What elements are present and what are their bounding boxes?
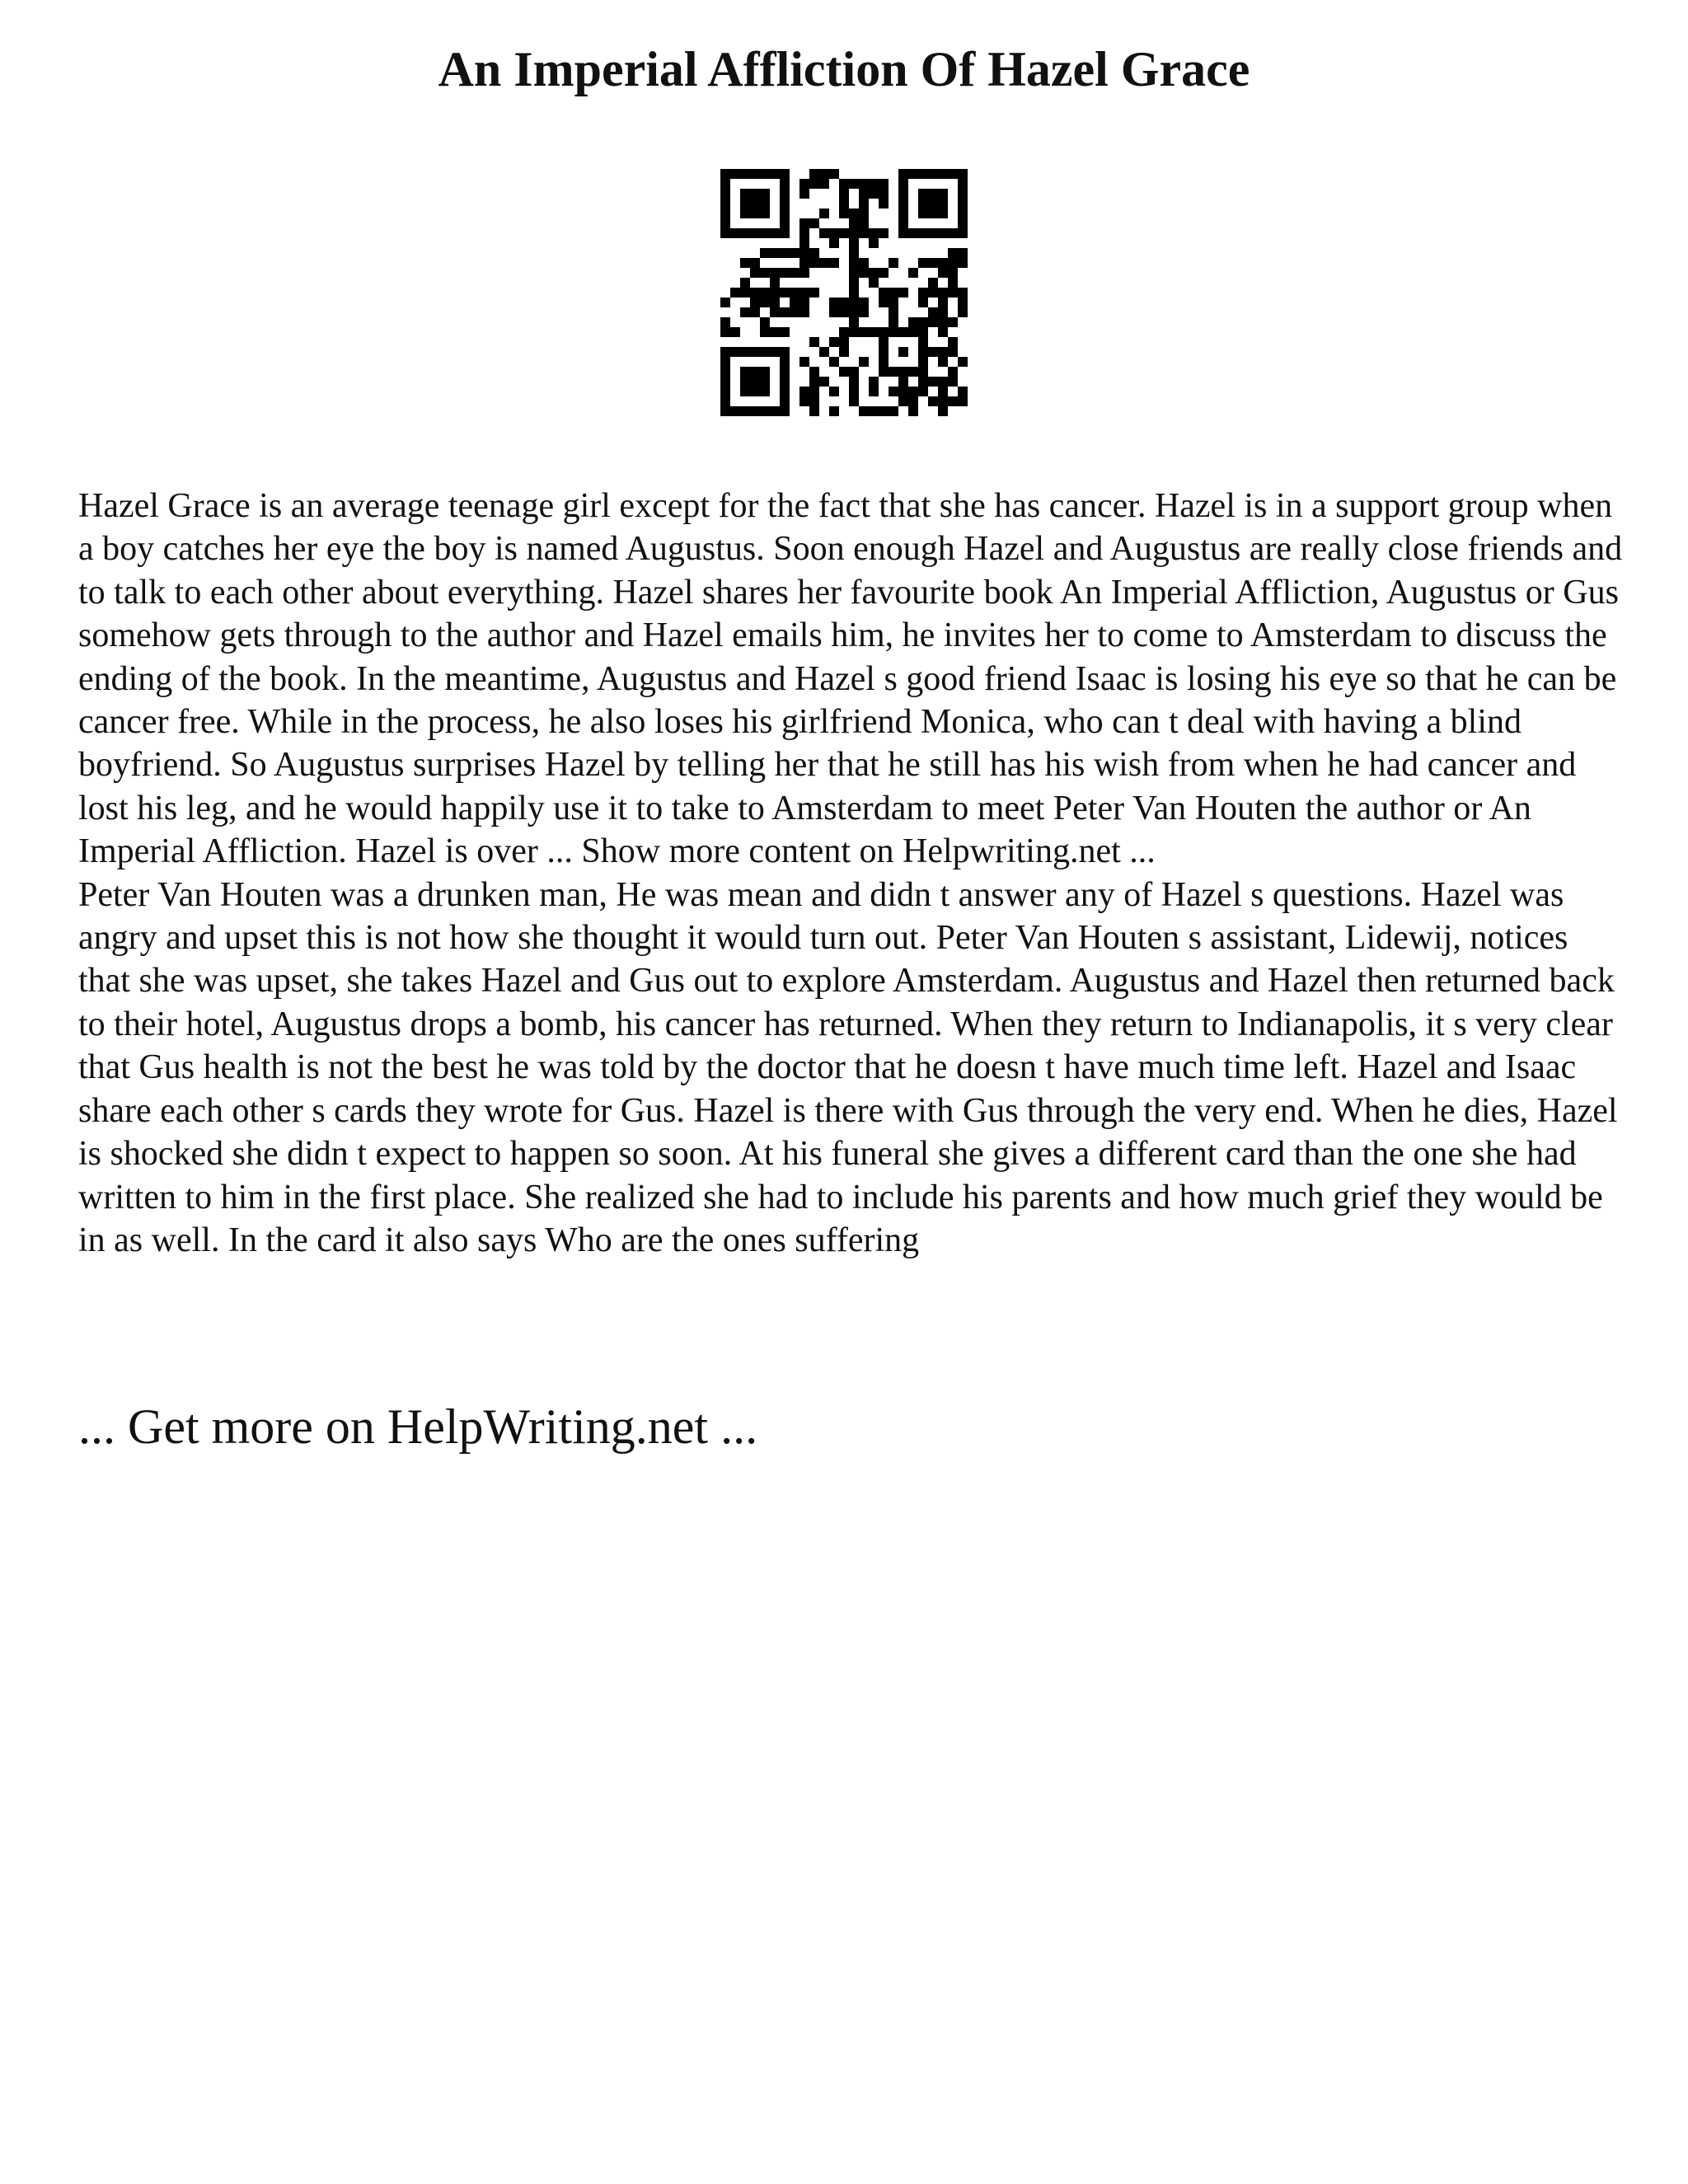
paragraph-2: Peter Van Houten was a drunken man, He was mean and didn t answer any of Hazel s questions. Hazel was angry and upset this is not how she thought it would turn out. Peter Van Houten s assistant, Lidewij, notices that she was upset, she takes Hazel and Gus out to explore Amsterdam. Augustus and Hazel then returned back to their hotel, Augustus drops a bomb, his cancer has returned. When they return to Indianapolis, it s very clear that Gus health is not the best he was told by the doctor that he doesn t have much time left. Hazel and Isaac share each other s cards they wrote for Gus. Hazel is there with Gus through the very end. When he dies, Hazel is shocked she didn t expect to happen so soon. At his funeral she gives a different card than the one she had written to him in the first place. She realized she had to include his parents and how much grief they would be in as well. In the card it also says Who are the ones suffering xyxy=(78,875,1618,1259)
get-more-link[interactable]: ... Get more on HelpWriting.net ... xyxy=(78,1399,758,1454)
document-title: An Imperial Affliction Of Hazel Grace xyxy=(438,42,1250,96)
paragraph-1: Hazel Grace is an average teenage girl except for the fact that she has cancer. Hazel is in a support group when a boy catches her eye the boy is named Augustus. Soon enough Hazel and Augustus are really close friends and to talk to each other about everything. Hazel shares her favourite book An Imperial Affliction, Augustus or Gus somehow gets through to the author and Hazel emails him, he invites her to come to Amsterdam to discuss the ending of the book. In the meantime, Augustus and Hazel s good friend Isaac is losing his eye so that he can be cancer free. While in the process, he also loses his girlfriend Monica, who can t deal with having a blind boyfriend. So Augustus surprises Hazel by telling her that he still has his wish from when he had cancer and lost his leg, and he would happily use it to take to Amsterdam to meet Peter Van Houten the author or An Imperial Affliction. Hazel is over ... Show more content on Helpwriting.net ... xyxy=(78,487,1623,871)
article-body xyxy=(78,485,1628,1262)
qr-code-icon xyxy=(720,169,968,416)
